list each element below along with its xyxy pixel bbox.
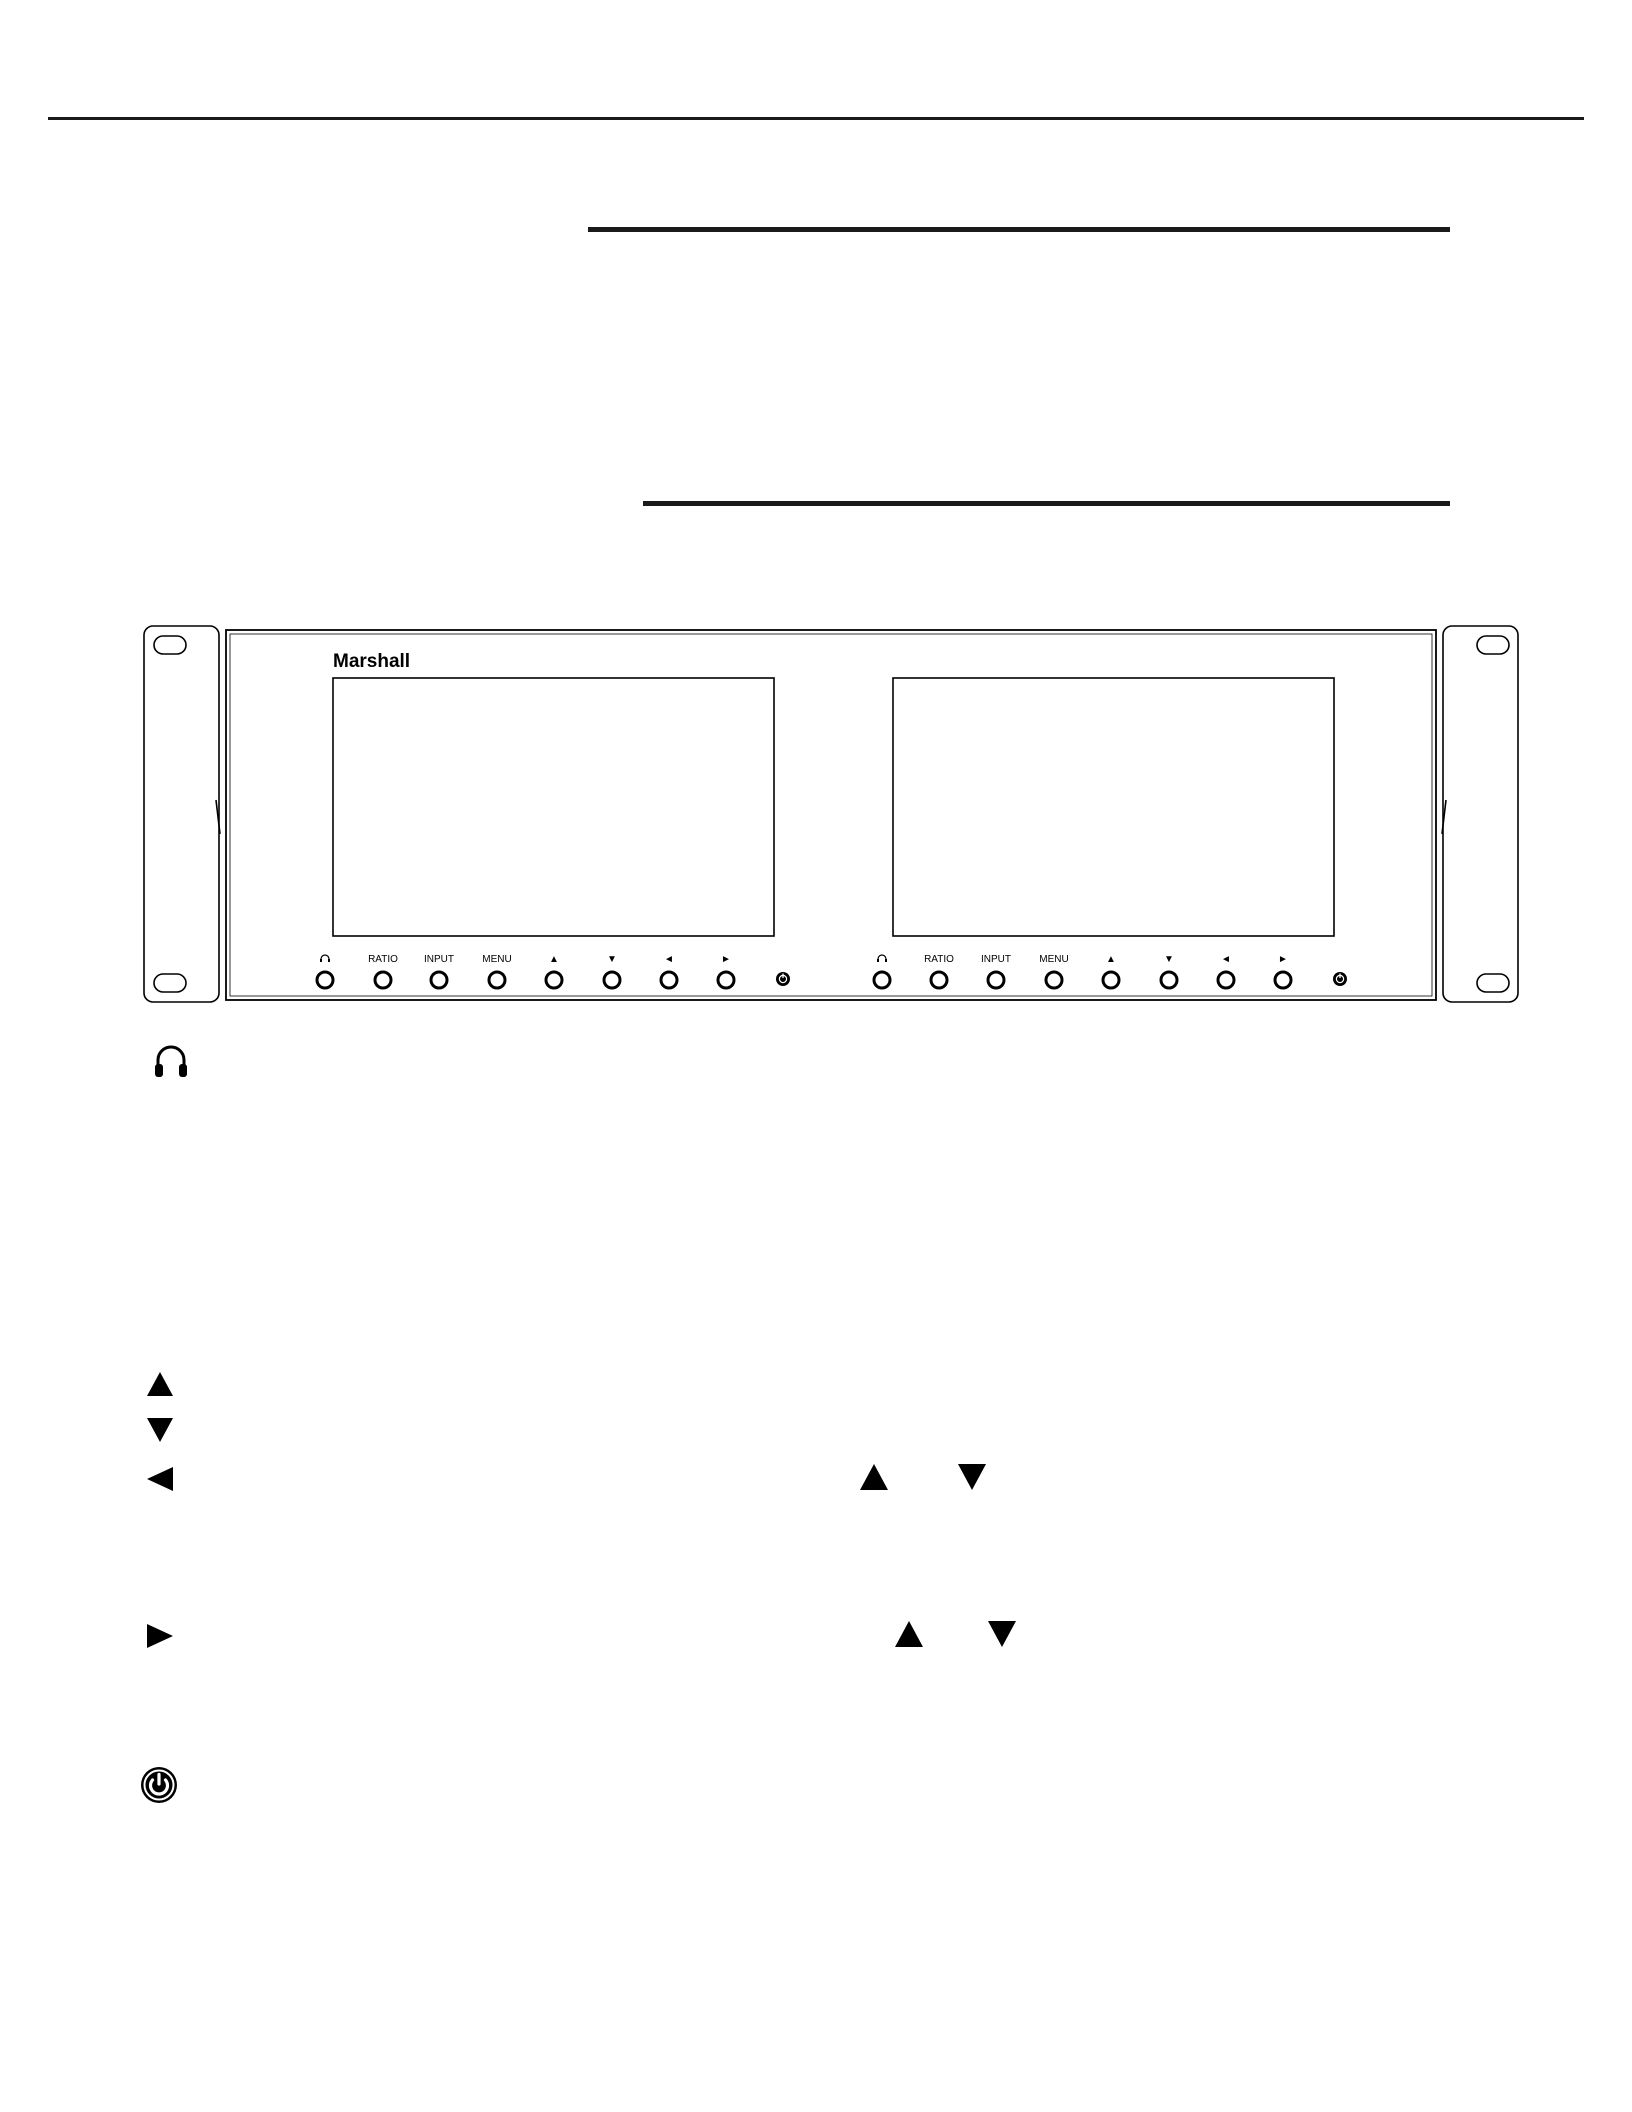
up-arrow-icon [145,1370,175,1398]
down-arrow-icon [957,1462,987,1492]
right-rack-ear [1442,626,1518,1002]
up-arrow-icon [859,1462,889,1492]
left-left-label: ◄ [664,954,674,965]
right-left-label: ◄ [1221,954,1231,965]
right-input-button[interactable] [988,972,1004,988]
left-headphone-button[interactable] [317,972,333,988]
left-menu-button[interactable] [489,972,505,988]
left-headphone-label [320,955,330,962]
brand-logo: Marshall [333,651,411,672]
right-ratio-label: RATIO [924,954,954,965]
page-header-rule [48,117,1584,120]
left-input-button[interactable] [431,972,447,988]
left-screen [333,678,774,936]
right-input-label: INPUT [981,954,1011,965]
right-right-label: ► [1278,954,1288,965]
right-menu-button[interactable] [1046,972,1062,988]
right-menu-label: MENU [1039,954,1069,965]
power-icon [139,1765,179,1805]
left-menu-label: MENU [482,954,512,965]
left-rack-ear [144,626,220,1002]
front-panel-drawing [140,622,1522,1008]
right-down-button[interactable] [1161,972,1177,988]
right-left-button[interactable] [1218,972,1234,988]
left-left-button[interactable] [661,972,677,988]
left-right-label: ► [721,954,731,965]
left-up-label: ▲ [549,954,559,965]
right-power-button[interactable] [1333,972,1347,986]
left-input-label: INPUT [424,954,454,965]
right-up-button[interactable] [1103,972,1119,988]
right-arrow-icon [145,1622,175,1650]
right-screen [893,678,1334,936]
right-up-label: ▲ [1106,954,1116,965]
right-headphone-button[interactable] [874,972,890,988]
section-rule-upper [588,227,1450,232]
left-arrow-icon [145,1465,175,1493]
left-ratio-label: RATIO [368,954,398,965]
left-power-button[interactable] [776,972,790,986]
right-headphone-label [877,955,887,962]
right-ratio-button[interactable] [931,972,947,988]
left-down-label: ▼ [607,954,617,965]
headphone-icon [152,1042,190,1080]
left-right-button[interactable] [718,972,734,988]
front-panel-illustration [140,622,1522,1008]
down-arrow-icon [145,1416,175,1444]
section-rule-lower [643,501,1450,506]
up-arrow-icon [894,1619,924,1649]
down-arrow-icon [987,1619,1017,1649]
right-right-button[interactable] [1275,972,1291,988]
left-ratio-button[interactable] [375,972,391,988]
left-down-button[interactable] [604,972,620,988]
left-up-button[interactable] [546,972,562,988]
right-down-label: ▼ [1164,954,1174,965]
